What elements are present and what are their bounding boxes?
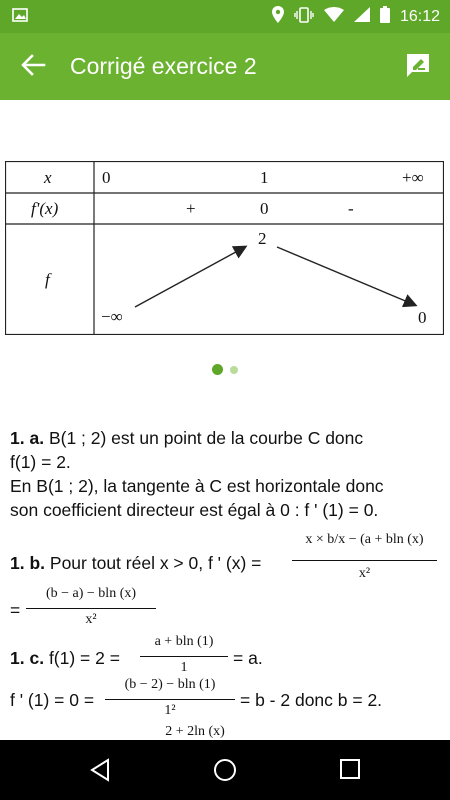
- answer-1b-line1: 1. b. Pour tout réel x > 0, f ' (x) =: [10, 553, 262, 573]
- variation-end: 0: [418, 308, 427, 327]
- row-label-derivative: f'(x): [31, 199, 59, 218]
- row-label-x: x: [44, 168, 52, 187]
- sign-plus: +: [186, 199, 196, 218]
- answer-1d: f ' (1) = 0 =: [10, 690, 95, 710]
- increasing-arrow: [135, 247, 245, 307]
- page-dot-active[interactable]: [212, 364, 223, 375]
- fraction-1b-first: x × b/x − (a + bln (x) x²: [292, 528, 437, 586]
- location-icon: [272, 6, 284, 28]
- system-navigation-bar: [0, 740, 450, 800]
- variation-max: 2: [258, 229, 267, 248]
- variation-table: [5, 161, 444, 335]
- sign-zero: 0: [260, 199, 269, 218]
- answer-1c: 1. c. f(1) = 2 =: [10, 648, 120, 668]
- answer-1b-equals: =: [10, 600, 21, 620]
- fraction-1c: a + bln (1) 1: [140, 632, 228, 680]
- row-label-f: f: [45, 270, 50, 289]
- battery-icon: [380, 6, 390, 28]
- nav-home-icon[interactable]: [213, 758, 237, 787]
- answer-1c-tail: = a.: [233, 648, 263, 668]
- back-arrow-icon[interactable]: [20, 53, 50, 79]
- fraction-1b-second: (b − a) − bln (x) x²: [26, 584, 156, 634]
- fraction-partial-next: 2 + 2ln (x): [165, 724, 225, 739]
- decreasing-arrow: [277, 247, 415, 305]
- page-dot-inactive[interactable]: [230, 366, 238, 374]
- answer-1d-tail: = b - 2 donc b = 2.: [240, 690, 383, 710]
- x-value-infinity: +∞: [402, 168, 424, 187]
- variation-table-grid: [5, 161, 444, 335]
- wifi-icon: [324, 7, 344, 27]
- x-value-1: 1: [260, 168, 269, 187]
- fraction-1d: (b − 2) − bln (1) 1²: [105, 675, 235, 723]
- variation-start: −∞: [101, 307, 123, 326]
- answer-1a-line3: En B(1 ; 2), la tangente à C est horizontale donc: [10, 476, 384, 496]
- status-bar: [0, 0, 450, 33]
- feedback-icon[interactable]: [404, 51, 434, 81]
- nav-recents-icon[interactable]: [339, 758, 361, 785]
- x-value-0: 0: [102, 168, 111, 187]
- answer-1a-line2: f(1) = 2.: [10, 452, 71, 472]
- answer-1a-line1: 1. a. B(1 ; 2) est un point de la courbe C donc: [10, 428, 364, 448]
- page-indicator: [0, 364, 450, 375]
- sign-minus: -: [348, 199, 354, 218]
- app-bar: [0, 33, 450, 100]
- page-title: Corrigé exercice 2: [70, 53, 257, 79]
- gallery-notification-icon: [12, 8, 28, 27]
- vibrate-icon: [294, 7, 314, 28]
- signal-icon: [354, 7, 370, 27]
- nav-back-icon[interactable]: [88, 758, 112, 787]
- clock-time: 16:12: [399, 8, 440, 25]
- answer-1a-line4: son coefficient directeur est égal à 0 : f ' (1) = 0.: [10, 500, 379, 520]
